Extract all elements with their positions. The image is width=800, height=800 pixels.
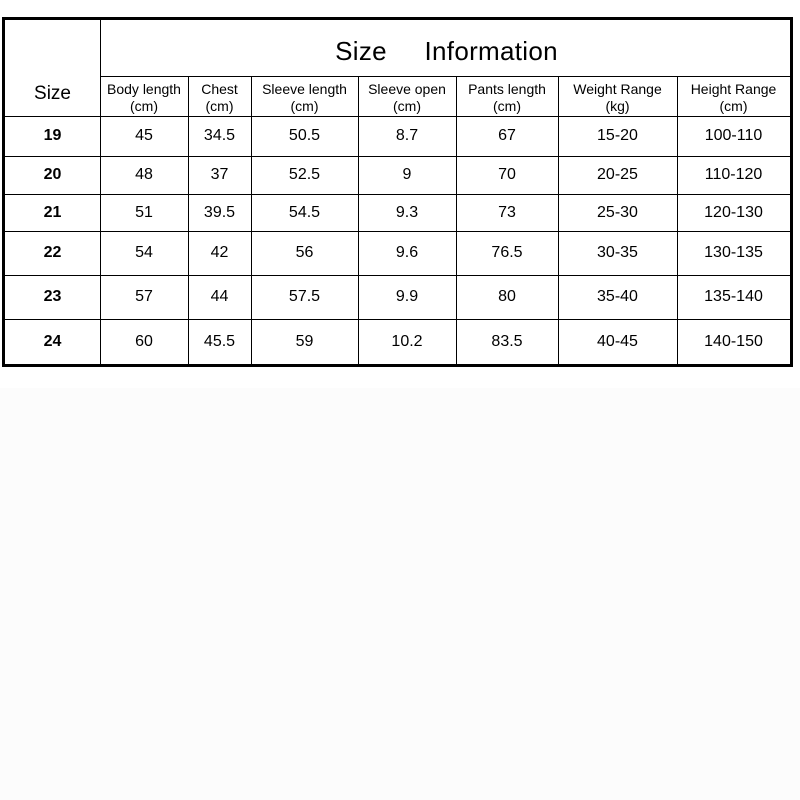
table-cell: 80 bbox=[498, 288, 516, 305]
column-header-label: Size bbox=[34, 83, 71, 104]
table-cell: 135-140 bbox=[704, 288, 763, 305]
column-header bbox=[456, 81, 558, 115]
table-cell: 57 bbox=[135, 288, 153, 305]
column-header bbox=[358, 81, 456, 115]
lower-background-panel bbox=[0, 388, 800, 800]
column-header-unit: (cm) bbox=[719, 98, 748, 114]
column-header-unit: (cm) bbox=[130, 98, 158, 114]
table-cell: 76.5 bbox=[491, 244, 523, 261]
column-header-label: Height Range bbox=[690, 81, 777, 97]
table-cell: 56 bbox=[295, 244, 314, 261]
table-cell: 45 bbox=[135, 127, 153, 144]
table-cell: 40-45 bbox=[597, 333, 638, 350]
table-cell: 83.5 bbox=[491, 333, 523, 350]
size-column-header bbox=[5, 85, 100, 102]
column-header bbox=[251, 81, 358, 115]
table-cell: 25-30 bbox=[597, 204, 638, 221]
table-cell: 44 bbox=[210, 288, 229, 305]
table-cell: 140-150 bbox=[704, 333, 763, 350]
table-cell: 9.9 bbox=[395, 288, 419, 305]
column-header-unit: (cm) bbox=[393, 98, 421, 114]
size-value-cell: 20 bbox=[43, 166, 62, 183]
table-cell: 73 bbox=[498, 204, 516, 221]
size-value-cell: 24 bbox=[43, 333, 62, 350]
table-cell: 48 bbox=[135, 166, 153, 183]
table-cell: 130-135 bbox=[704, 244, 763, 261]
column-header-unit: (kg) bbox=[605, 98, 630, 114]
column-header-label: Body length bbox=[107, 81, 181, 97]
table-cell: 20-25 bbox=[597, 166, 638, 183]
table-cell: 70 bbox=[498, 166, 516, 183]
column-header-unit: (cm) bbox=[205, 98, 234, 114]
table-cell: 59 bbox=[295, 333, 314, 350]
column-header-label: Weight Range bbox=[573, 81, 662, 97]
size-value-cell: 21 bbox=[43, 204, 62, 221]
table-cell: 100-110 bbox=[704, 127, 763, 144]
table-title: Size Information bbox=[335, 36, 558, 66]
table-cell: 110-120 bbox=[704, 166, 763, 183]
table-cell: 50.5 bbox=[288, 127, 321, 144]
table-cell: 10.2 bbox=[391, 333, 423, 350]
size-value-cell: 23 bbox=[43, 288, 62, 305]
table-cell: 67 bbox=[498, 127, 516, 144]
table-cell: 35-40 bbox=[597, 288, 638, 305]
table-cell: 39.5 bbox=[203, 204, 236, 221]
table-cell: 54.5 bbox=[288, 204, 321, 221]
column-header-label: Sleeve open bbox=[368, 81, 446, 97]
table-cell: 120-130 bbox=[704, 204, 763, 221]
size-value-cell: 22 bbox=[43, 244, 62, 261]
column-header-label: Sleeve length bbox=[262, 81, 347, 97]
table-cell: 52.5 bbox=[288, 166, 321, 183]
table-cell: 15-20 bbox=[597, 127, 638, 144]
table-cell: 45.5 bbox=[203, 333, 236, 350]
table-cell: 37 bbox=[210, 166, 229, 183]
column-header-label: Chest bbox=[201, 81, 238, 97]
table-cell: 54 bbox=[135, 244, 153, 261]
table-cell: 60 bbox=[135, 333, 153, 350]
column-header bbox=[677, 81, 790, 115]
table-cell: 57.5 bbox=[288, 288, 321, 305]
size-information-table bbox=[2, 17, 793, 367]
column-header bbox=[100, 81, 188, 115]
column-header bbox=[558, 81, 677, 115]
table-cell: 42 bbox=[210, 244, 229, 261]
column-header-unit: (cm) bbox=[493, 98, 521, 114]
table-cell: 30-35 bbox=[597, 244, 638, 261]
table-cell: 51 bbox=[135, 204, 153, 221]
table-cell: 9 bbox=[402, 166, 412, 183]
column-header-unit: (cm) bbox=[290, 98, 319, 114]
table-cell: 9.6 bbox=[395, 244, 419, 261]
title-divider-line bbox=[100, 76, 790, 77]
size-value-cell: 19 bbox=[43, 127, 62, 144]
table-cell: 8.7 bbox=[395, 127, 419, 144]
column-header-label: Pants length bbox=[468, 81, 546, 97]
column-header bbox=[188, 81, 251, 115]
table-cell: 34.5 bbox=[203, 127, 236, 144]
table-cell: 9.3 bbox=[395, 204, 419, 221]
